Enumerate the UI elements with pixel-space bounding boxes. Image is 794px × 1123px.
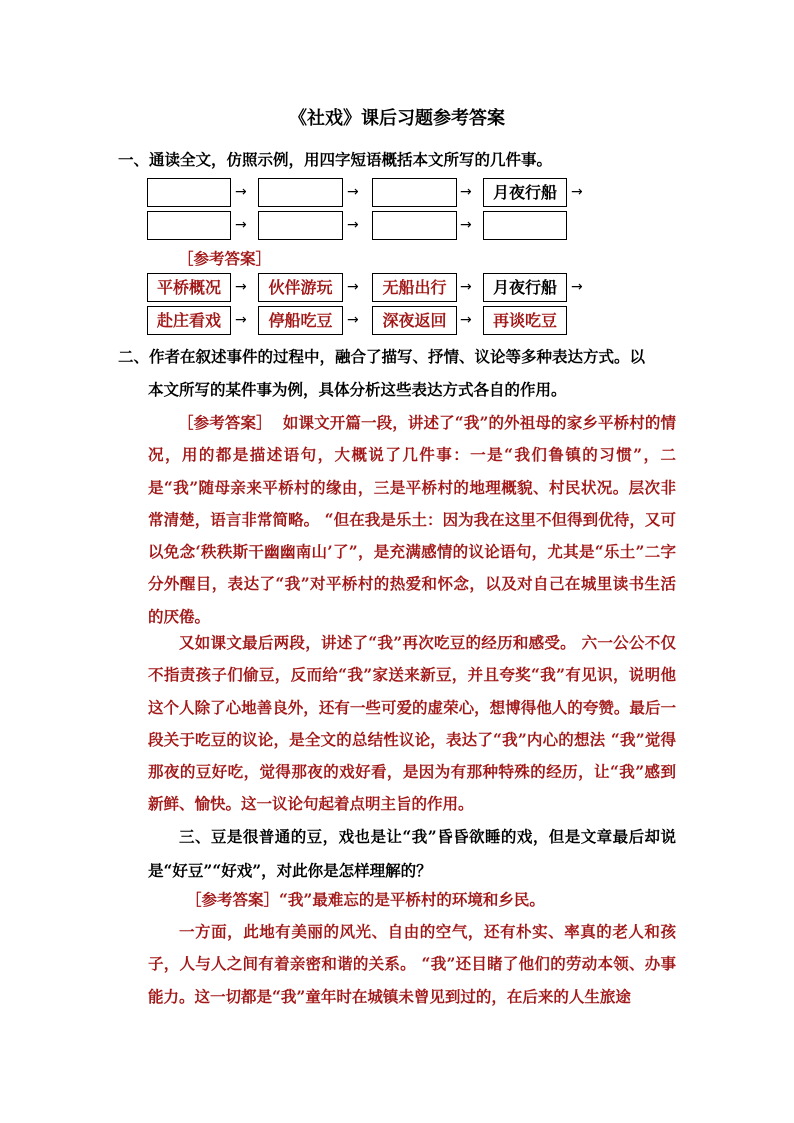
arrow-icon: → [347,217,359,233]
arrow-icon: → [460,279,472,295]
arrow-icon: → [235,217,247,233]
answer-box-2: 伙伴游玩 [258,273,343,302]
answer-box-3: 无船出行 [372,273,457,302]
answer-box-5: 赴庄看戏 [147,306,231,335]
example-box-2 [258,178,343,207]
answer-2-paragraph-1 [148,407,676,633]
example-box-1 [147,178,231,207]
arrow-icon: → [460,312,472,328]
question-2-line-2: 本文所写的某件事为例，具体分析这些表达方式各自的作用。 [148,380,567,399]
example-box-7 [372,211,457,240]
example-box-5 [147,211,231,240]
arrow-icon: → [235,184,247,200]
arrow-icon: → [571,279,583,295]
example-box-3 [372,178,457,207]
arrow-icon: → [347,312,359,328]
answer-box-7: 深夜返回 [372,306,457,335]
arrow-icon: → [460,184,472,200]
answer-2-text: 如课文开篇一段，讲述了“我”的外祖母的家乡平桥村的情况，用的都是描述语句，大概说了几件事：一是“我们鲁镇的习惯”，二是“我”随母亲来平桥村的缘由，三是平桥村的地理概貌、村民状况。层次非常清楚，语言非常简略。 “但在我是乐土：因为我在这里不但得到优待，又可以免念‘秩秩斯干幽幽南山’了”，是充满感情的议论语句，尤其是“乐土”二字分外醒目，表达了“我”对平桥村的热爱和怀念，以及对自己在城里读书生活的厌倦。 [148,413,676,626]
arrow-icon: → [235,312,247,328]
answer-label-3: ［参考答案］ [186,890,280,909]
answer-box-8: 再谈吃豆 [483,306,567,335]
answer-3-first: “我”最难忘的是平桥村的环境和乡民。 [279,890,545,909]
answer-label-1: ［参考答案］ [178,249,272,268]
example-box-6 [258,211,343,240]
answer-3-line-1 [186,884,676,916]
question-1: 一、通读全文，仿照示例，用四字短语概括本文所写的几件事。 [118,150,553,169]
question-2-line-1: 二、作者在叙述事件的过程中，融合了描写、抒情、议论等多种表达方式。以 [118,347,646,366]
answer-2-paragraph-2: 又如课文最后两段，讲述了“我”再次吃豆的经历和感受。 六一公公不仅不指责孩子们偷豆，反而给“我”家送来新豆，并且夸奖“我”有见识，说明他这个人除了心地善良外，还有一些可爱的虚荣心，想博得他人的夸赞。最后一段关于吃豆的议论，是全文的总结性议论，表达了“我”内心的想法 “我”觉得那夜的豆好吃，觉得那夜的戏好看，是因为有那种特殊的经历，让“我”感到新鲜、愉快。这一议论句起着点明主旨的作用。 [148,633,676,814]
answer-box-6: 停船吃豆 [258,306,343,335]
answer-label-2: ［参考答案］ [178,413,272,432]
question-3: 三、豆是很普通的豆，戏也是让“我”昏昏欲睡的戏，但是文章最后却说是“好豆”“好戏”，对此你是怎样理解的？ [148,827,676,880]
arrow-icon: → [347,184,359,200]
arrow-icon: → [235,279,247,295]
arrow-icon: → [460,217,472,233]
document-title: 《社戏》课后习题参考答案 [289,108,505,129]
answer-3-paragraph-2: 一方面，此地有美丽的风光、自由的空气，还有朴实、率真的老人和孩子，人与人之间有着亲密和谐的关系。 “我”还目睹了他们的劳动本领、办事能力。这一切都是“我”童年时在城镇未曾见到过的，在后来的人生旅途 [148,922,676,1006]
example-box-8 [483,211,567,240]
answer-box-4: 月夜行船 [483,273,567,302]
arrow-icon: → [347,279,359,295]
answer-box-1: 平桥概况 [147,273,231,302]
arrow-icon: → [571,184,583,200]
example-box-4: 月夜行船 [483,178,567,207]
